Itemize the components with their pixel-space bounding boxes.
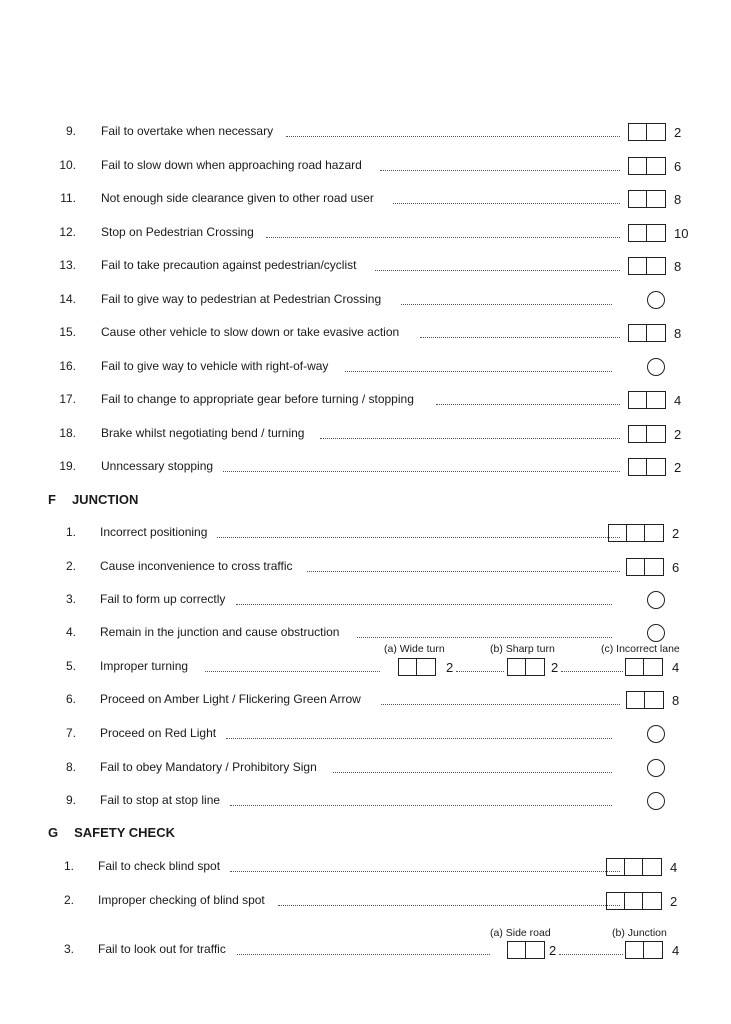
- points-value: 6: [674, 158, 682, 174]
- checkbox-cell[interactable]: [508, 942, 526, 958]
- item-number: 18.: [59, 425, 76, 440]
- option-label: (b) Sharp turn: [490, 643, 555, 655]
- section-title: SAFETY CHECK: [74, 825, 176, 840]
- checkbox-cell[interactable]: [647, 459, 665, 475]
- dotted-leader: [333, 772, 612, 773]
- points-value: 2: [674, 426, 682, 442]
- option-label: (b) Junction: [612, 927, 667, 939]
- item-number: 9.: [65, 793, 76, 807]
- checkbox-cell[interactable]: [626, 659, 644, 675]
- item-label: Fail to change to appropriate gear before turning / stopping: [101, 392, 414, 406]
- checkbox-group[interactable]: [628, 157, 666, 175]
- checkbox-cell[interactable]: [526, 942, 544, 958]
- list-item: [0, 859, 731, 879]
- dotted-leader: [420, 337, 620, 338]
- checkbox-cell[interactable]: [627, 525, 645, 541]
- dotted-leader: [345, 371, 612, 372]
- dotted-leader: [393, 203, 620, 204]
- item-number: 5.: [65, 659, 76, 673]
- check-circle[interactable]: [647, 291, 665, 309]
- dotted-leader: [286, 136, 620, 137]
- list-item: [0, 292, 731, 312]
- item-label: Fail to check blind spot: [98, 859, 221, 873]
- checkbox-cell[interactable]: [645, 692, 663, 708]
- item-number: 2.: [65, 559, 76, 573]
- dotted-leader: [357, 637, 612, 638]
- item-label: Brake whilst negotiating bend / turning: [101, 425, 305, 440]
- list-item: [0, 927, 731, 962]
- checkbox-group[interactable]: [507, 941, 545, 959]
- option-label: (a) Wide turn: [384, 643, 445, 655]
- item-number: 3.: [65, 592, 76, 606]
- item-number: 2.: [63, 893, 74, 907]
- dotted-leader: [266, 237, 620, 238]
- section-heading-f: [48, 492, 138, 507]
- dotted-leader: [456, 671, 504, 672]
- checkbox-group[interactable]: [625, 658, 663, 676]
- checkbox-group[interactable]: [626, 691, 664, 709]
- item-label: Fail to slow down when approaching road hazard: [101, 157, 362, 172]
- list-item: [0, 191, 731, 211]
- checkbox-cell[interactable]: [643, 893, 661, 909]
- dotted-leader: [561, 671, 623, 672]
- checkbox-group[interactable]: [606, 892, 662, 910]
- checkbox-cell[interactable]: [644, 942, 662, 958]
- item-label: Improper checking of blind spot: [98, 893, 265, 907]
- checkbox-cell[interactable]: [645, 525, 663, 541]
- checkbox-group[interactable]: [628, 257, 666, 275]
- list-item: [0, 559, 731, 579]
- item-number: 12.: [59, 224, 76, 239]
- option-label: (a) Side road: [490, 927, 551, 939]
- check-circle[interactable]: [647, 358, 665, 376]
- item-label: Not enough side clearance given to other road user: [101, 191, 374, 205]
- points-value: 2: [551, 660, 559, 675]
- checkbox-cell[interactable]: [647, 426, 665, 442]
- item-label: Fail to take precaution against pedestrian/cyclist: [101, 258, 357, 272]
- checkbox-group[interactable]: [626, 558, 664, 576]
- dotted-leader: [217, 537, 620, 538]
- checkbox-cell[interactable]: [629, 459, 647, 475]
- check-circle[interactable]: [647, 591, 665, 609]
- dotted-leader: [436, 404, 620, 405]
- list-item: [0, 760, 731, 780]
- checkbox-cell[interactable]: [647, 225, 665, 241]
- dotted-leader: [236, 604, 612, 605]
- list-item: [0, 459, 731, 479]
- item-label: Stop on Pedestrian Crossing: [101, 224, 254, 239]
- checkbox-cell[interactable]: [508, 659, 526, 675]
- checkbox-group[interactable]: [606, 858, 662, 876]
- checkbox-cell[interactable]: [647, 191, 665, 207]
- points-value: 10: [674, 225, 689, 241]
- item-label: Unncessary stopping: [101, 459, 214, 473]
- points-value: 2: [674, 460, 682, 475]
- checkbox-cell[interactable]: [629, 124, 647, 140]
- section-title: JUNCTION: [71, 492, 139, 507]
- points-value: 2: [674, 125, 682, 140]
- checkbox-cell[interactable]: [645, 559, 663, 575]
- points-value: 2: [670, 894, 678, 909]
- checkbox-cell[interactable]: [399, 659, 417, 675]
- dotted-leader: [230, 871, 620, 872]
- item-label: Cause other vehicle to slow down or take evasive action: [101, 325, 400, 339]
- checkbox-group[interactable]: [628, 391, 666, 409]
- checkbox-cell[interactable]: [625, 893, 643, 909]
- points-value: 8: [674, 326, 682, 341]
- checkbox-cell[interactable]: [609, 525, 627, 541]
- check-circle[interactable]: [647, 725, 665, 743]
- item-number: 6.: [65, 692, 76, 706]
- list-item: [0, 392, 731, 412]
- checkbox-group[interactable]: [628, 324, 666, 342]
- list-item: [0, 359, 731, 379]
- dotted-leader: [320, 438, 620, 439]
- checkbox-cell[interactable]: [647, 158, 665, 174]
- section-heading-g: [48, 825, 175, 840]
- item-number: 11.: [60, 191, 76, 205]
- check-circle[interactable]: [647, 759, 665, 777]
- section-letter: G: [48, 825, 59, 840]
- checkbox-cell[interactable]: [625, 859, 643, 875]
- checkbox-cell[interactable]: [629, 191, 647, 207]
- checkbox-cell[interactable]: [526, 659, 544, 675]
- dotted-leader: [278, 905, 620, 906]
- checkbox-cell[interactable]: [629, 225, 647, 241]
- dotted-leader: [381, 704, 620, 705]
- list-item: [0, 643, 731, 679]
- dotted-leader: [307, 571, 620, 572]
- checkbox-cell[interactable]: [647, 325, 665, 341]
- checkbox-group[interactable]: [628, 224, 666, 242]
- dotted-leader: [380, 170, 620, 171]
- item-label: Remain in the junction and cause obstruction: [100, 625, 340, 639]
- checkbox-group[interactable]: [398, 658, 436, 676]
- list-item: [0, 692, 731, 712]
- checkbox-group[interactable]: [628, 190, 666, 208]
- checkbox-cell[interactable]: [629, 158, 647, 174]
- item-number: 8.: [65, 760, 76, 774]
- item-number: 16.: [59, 358, 76, 373]
- item-number: 9.: [65, 124, 76, 138]
- points-value: 8: [674, 192, 682, 207]
- points-value: 2: [672, 526, 680, 541]
- checkbox-group[interactable]: [628, 458, 666, 476]
- item-label: Fail to stop at stop line: [100, 793, 221, 807]
- list-item: [0, 893, 731, 913]
- list-item: [0, 793, 731, 813]
- checkbox-cell[interactable]: [629, 325, 647, 341]
- points-value: 8: [674, 259, 682, 274]
- item-number: 3.: [63, 942, 74, 956]
- item-number: 19.: [59, 459, 76, 473]
- item-label: Fail to overtake when necessary: [101, 124, 274, 138]
- checkbox-group[interactable]: [507, 658, 545, 676]
- checkbox-cell[interactable]: [647, 258, 665, 274]
- item-number: 13.: [59, 258, 76, 272]
- checkbox-cell[interactable]: [643, 859, 661, 875]
- list-item: [0, 426, 731, 446]
- dotted-leader: [226, 738, 612, 739]
- list-item: [0, 158, 731, 178]
- checkbox-group[interactable]: [628, 425, 666, 443]
- list-item: [0, 258, 731, 278]
- item-label: Fail to give way to pedestrian at Pedestrian Crossing: [101, 291, 382, 306]
- points-value: 6: [672, 560, 680, 575]
- item-number: 7.: [65, 726, 76, 740]
- points-value: 2: [549, 943, 557, 958]
- points-value: 2: [446, 660, 454, 675]
- checkbox-cell[interactable]: [607, 859, 625, 875]
- checkbox-cell[interactable]: [629, 426, 647, 442]
- checkbox-cell[interactable]: [647, 124, 665, 140]
- list-item: [0, 225, 731, 245]
- item-label: Fail to obey Mandatory / Prohibitory Sign: [100, 760, 317, 774]
- dotted-leader: [559, 954, 623, 955]
- item-label: Proceed on Red Light: [100, 726, 217, 740]
- checkbox-cell[interactable]: [627, 559, 645, 575]
- checkbox-cell[interactable]: [629, 392, 647, 408]
- item-label: Fail to give way to vehicle with right-of-way: [101, 358, 329, 373]
- checkbox-cell[interactable]: [647, 392, 665, 408]
- dotted-leader: [223, 471, 620, 472]
- list-item: [0, 726, 731, 746]
- points-value: 4: [670, 860, 678, 875]
- checkbox-cell[interactable]: [644, 659, 662, 675]
- item-number: 15.: [59, 325, 76, 339]
- points-value: 4: [674, 393, 682, 408]
- dotted-leader: [205, 671, 380, 672]
- list-item: [0, 124, 731, 144]
- item-label: Incorrect positioning: [100, 525, 208, 539]
- checkbox-cell[interactable]: [629, 258, 647, 274]
- section-letter: F: [48, 492, 56, 507]
- item-label: Cause inconvenience to cross traffic: [100, 559, 293, 573]
- checkbox-cell[interactable]: [627, 692, 645, 708]
- item-number: 10.: [59, 157, 76, 172]
- points-value: 4: [672, 943, 680, 958]
- dotted-leader: [237, 954, 490, 955]
- list-item: [0, 625, 731, 645]
- dotted-leader: [375, 270, 620, 271]
- checkbox-group[interactable]: [608, 524, 664, 542]
- list-item: [0, 592, 731, 612]
- item-label: Fail to look out for traffic: [98, 942, 226, 956]
- item-label: Proceed on Amber Light / Flickering Green Arrow: [100, 692, 361, 706]
- list-item: [0, 525, 731, 545]
- item-number: 1.: [65, 525, 76, 539]
- check-circle[interactable]: [647, 792, 665, 810]
- dotted-leader: [401, 304, 612, 305]
- item-number: 4.: [65, 625, 76, 639]
- dotted-leader: [230, 805, 612, 806]
- check-circle[interactable]: [647, 624, 665, 642]
- item-label: Fail to form up correctly: [100, 592, 226, 606]
- item-number: 1.: [63, 859, 74, 873]
- checkbox-cell[interactable]: [607, 893, 625, 909]
- list-item: [0, 325, 731, 345]
- checkbox-group[interactable]: [628, 123, 666, 141]
- checkbox-cell[interactable]: [626, 942, 644, 958]
- item-label: Improper turning: [100, 659, 189, 673]
- checkbox-group[interactable]: [625, 941, 663, 959]
- item-number: 14.: [59, 291, 76, 306]
- points-value: 8: [672, 693, 680, 708]
- points-value: 4: [672, 660, 680, 675]
- option-label: (c) Incorrect lane: [601, 643, 680, 655]
- item-number: 17.: [59, 392, 76, 406]
- checkbox-cell[interactable]: [417, 659, 435, 675]
